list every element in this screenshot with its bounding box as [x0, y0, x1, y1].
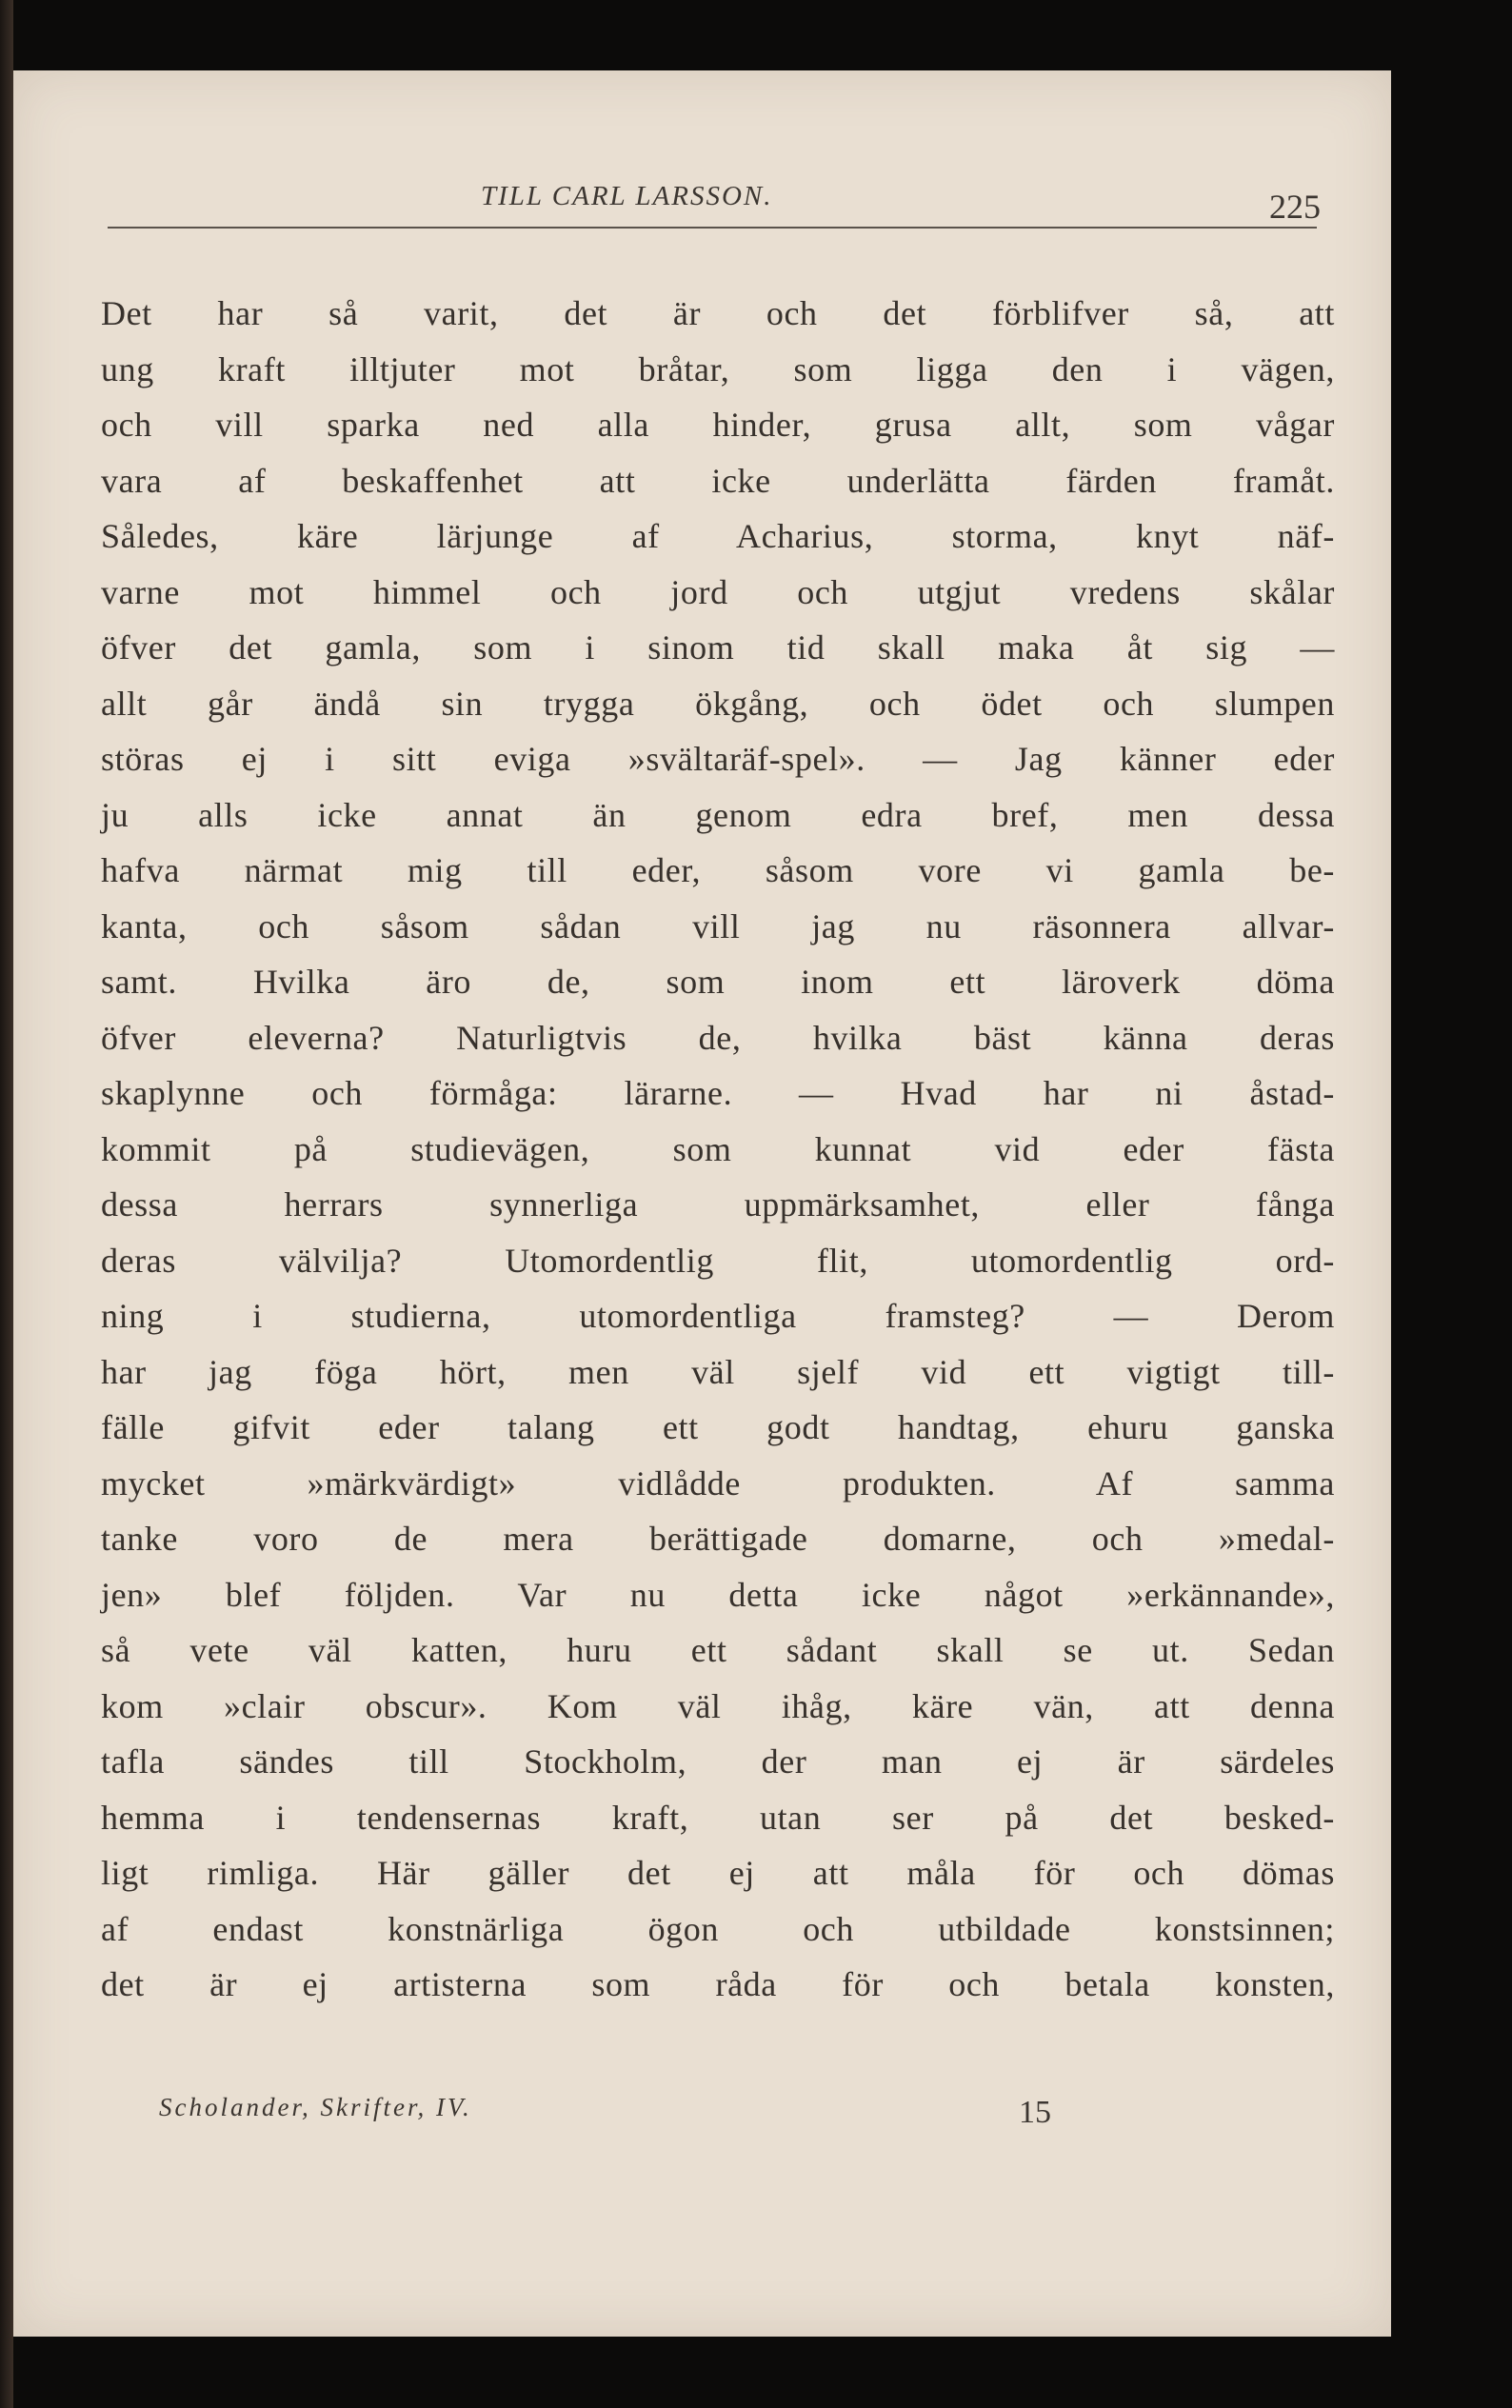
text-line: mycket »märkvärdigt» vidlådde produkten. Af samma	[101, 1463, 1335, 1503]
text-line: hemma i tendensernas kraft, utan ser på det besked-	[101, 1798, 1335, 1837]
text-line: skaplynne och förmåga: lärarne. — Hvad har ni åstad-	[101, 1074, 1335, 1112]
text-line: varne mot himmel och jord och utgjut vredens skålar	[101, 572, 1335, 611]
text-line: fälle gifvit eder talang ett godt handtag, ehuru ganska	[101, 1408, 1335, 1446]
body-text	[101, 286, 1335, 2013]
text-line: allt går ändå sin trygga ökgång, och ödet och slumpen	[101, 684, 1335, 723]
text-line: har jag föga hört, men väl sjelf vid ett vigtigt till-	[101, 1352, 1335, 1391]
text-line: ju alls icke annat än genom edra bref, men dessa	[101, 795, 1335, 834]
text-line: öfver eleverna? Naturligtvis de, hvilka bäst känna deras	[101, 1018, 1335, 1057]
text-line: kommit på studievägen, som kunnat vid eder fästa	[101, 1129, 1335, 1168]
text-line: störas ej i sitt eviga »svältaräf-spel». — Jag känner eder	[101, 740, 1335, 778]
text-line: ligt rimliga. Här gäller det ej att måla för och dömas	[101, 1854, 1335, 1892]
text-line: hafva närmat mig till eder, såsom vore vi gamla be-	[101, 851, 1335, 889]
running-head: TILL CARL LARSSON.	[481, 181, 773, 211]
signature-number: 15	[1019, 2095, 1051, 2130]
text-line: jen» blef följden. Var nu detta icke något »erkännande»,	[101, 1575, 1335, 1614]
text-line: det är ej artisterna som råda för och betala konsten,	[101, 1965, 1335, 2003]
text-line: kom »clair obscur». Kom väl ihåg, käre vän, att denna	[101, 1686, 1335, 1725]
text-line: så vete väl katten, huru ett sådant skall se ut. Sedan	[101, 1631, 1335, 1669]
header-rule	[108, 227, 1317, 229]
text-line: och vill sparka ned alla hinder, grusa allt, som vågar	[101, 406, 1335, 444]
text-line: vara af beskaffenhet att icke underlätta färden framåt.	[101, 461, 1335, 500]
text-line: öfver det gamla, som i sinom tid skall maka åt sig —	[101, 628, 1335, 667]
page-number: 225	[1269, 188, 1321, 226]
text-line: tafla sändes till Stockholm, der man ej är särdeles	[101, 1742, 1335, 1781]
text-line: kanta, och såsom sådan vill jag nu räsonnera allvar-	[101, 906, 1335, 945]
text-line: Således, käre lärjunge af Acharius, storma, knyt näf-	[101, 517, 1335, 555]
book-edge	[0, 0, 13, 2408]
text-line: ning i studierna, utomordentliga framsteg? — Derom	[101, 1297, 1335, 1335]
text-line: dessa herrars synnerliga uppmärksamhet, eller fånga	[101, 1185, 1335, 1224]
signature-mark: Scholander, Skrifter, IV.	[159, 2093, 472, 2121]
text-line: deras välvilja? Utomordentlig flit, utomordentlig ord-	[101, 1241, 1335, 1280]
text-line: af endast konstnärliga ögon och utbildade konstsinnen;	[101, 1909, 1335, 1948]
text-line: ung kraft illtjuter mot bråtar, som ligga den i vägen,	[101, 349, 1335, 388]
text-line: tanke voro de mera berättigade domarne, och »medal-	[101, 1520, 1335, 1558]
text-line: Det har så varit, det är och det förblifver så, att	[101, 294, 1335, 332]
text-line: samt. Hvilka äro de, som inom ett läroverk döma	[101, 963, 1335, 1001]
